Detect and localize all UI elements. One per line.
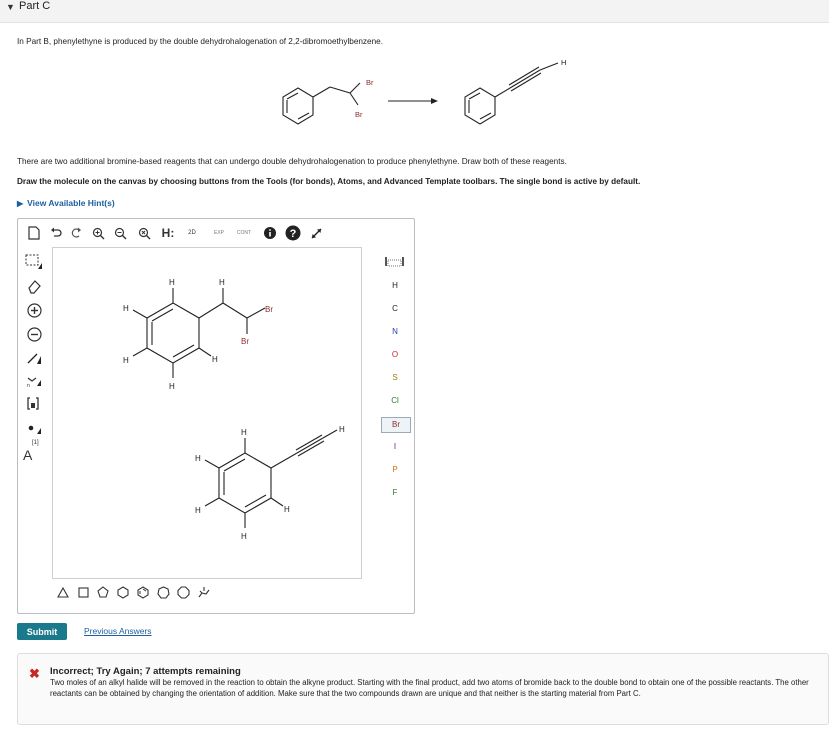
m2-h3: H [195, 454, 201, 463]
atom-button-f[interactable]: F [392, 488, 398, 497]
zoom-out-icon[interactable] [112, 225, 128, 241]
hint-label: View Available Hint(s) [27, 198, 115, 208]
bracket-tool-icon[interactable] [24, 395, 44, 413]
submit-button[interactable]: Submit [17, 623, 67, 640]
eraser-icon[interactable] [24, 277, 44, 295]
instruction-text: Draw the molecule on the canvas by choosing buttons from the Tools (for bonds), Atoms, and Advanced Template toolbars. The single bond is active by default. [17, 177, 641, 186]
m1-br1: Br [265, 305, 273, 314]
zoom-reset-icon[interactable] [136, 225, 152, 241]
atom-button-n[interactable]: N [392, 327, 398, 336]
benzene-icon[interactable] [136, 585, 150, 599]
atom-button-c[interactable]: C [392, 304, 398, 313]
periodic-table-icon[interactable] [383, 255, 407, 269]
chain-tool-icon[interactable] [24, 371, 44, 389]
atom-button-o[interactable]: O [391, 350, 399, 359]
h-toggle-button[interactable]: H: [161, 226, 175, 240]
expand-button[interactable]: EXP [213, 230, 224, 236]
twod-button[interactable] [182, 224, 202, 242]
reaction-scheme [270, 55, 590, 135]
radical-tool-icon[interactable] [24, 419, 44, 437]
negative-charge-icon[interactable] [24, 325, 44, 343]
m1-h1: H [169, 278, 175, 287]
drawn-molecule-2 [205, 430, 337, 528]
collapse-triangle-icon[interactable]: ▼ [6, 2, 15, 12]
template-toolbar [52, 581, 262, 605]
twod-label: 2D [188, 230, 196, 236]
cycloheptane-icon[interactable] [156, 585, 170, 599]
expand-triangle-icon: ▶ [17, 199, 24, 208]
zoom-in-icon[interactable] [90, 225, 106, 241]
text-tool-button[interactable] [20, 439, 46, 465]
feedback-text: Two moles of an alkyl halide will be removed in the reaction to obtain the alkyne product. Starting with the final product, add two atoms of bromide back to the double bond to obtain one of the possible reactants. The other reactants can be obtained by changing the orientation of addition. Make sure that the two compounds drawn are unique and that neither is the starting material from Part C. [50, 678, 809, 698]
left-toolbar [18, 245, 48, 585]
cyclooctane-icon[interactable] [176, 585, 190, 599]
drawn-molecule-1 [133, 288, 265, 378]
m2-h1: H [241, 428, 247, 437]
chair-template-icon[interactable] [196, 584, 212, 600]
help-icon[interactable] [284, 224, 302, 242]
cyclopropane-icon[interactable] [56, 585, 70, 599]
m1-h4: H [123, 356, 129, 365]
m1-br2: Br [241, 337, 249, 346]
canvas-drawing [53, 248, 361, 578]
m1-h2: H [219, 278, 225, 287]
m2-h4: H [195, 506, 201, 515]
atom-button-br[interactable]: Br [381, 417, 411, 433]
contract-button[interactable]: CONT [236, 230, 252, 236]
cyclohexane-icon[interactable] [116, 585, 130, 599]
redo-icon[interactable] [68, 225, 84, 241]
reactant-br-1: Br [366, 78, 374, 87]
view-hints-link[interactable] [17, 198, 115, 208]
reaction-arrowhead [431, 98, 438, 104]
previous-answers-link[interactable]: Previous Answers [84, 626, 152, 636]
new-document-icon[interactable] [26, 225, 42, 241]
selection-tool-icon[interactable] [24, 253, 44, 271]
top-toolbar [18, 219, 414, 245]
single-bond-icon[interactable] [24, 349, 44, 367]
m1-h3: H [123, 304, 129, 313]
undo-icon[interactable] [48, 225, 64, 241]
part-header[interactable] [0, 0, 829, 23]
part-title: Part C [19, 0, 51, 12]
error-x-icon: ✖ [29, 666, 40, 681]
atom-button-s[interactable]: S [392, 373, 398, 382]
m2-h6: H [284, 505, 290, 514]
positive-charge-icon[interactable] [24, 301, 44, 319]
info-icon[interactable] [262, 225, 278, 241]
feedback-title: Incorrect; Try Again; 7 attempts remaining [50, 666, 241, 677]
product-h: H [561, 58, 567, 67]
atom-button-p[interactable]: P [392, 465, 398, 474]
text-tool-label: A [23, 447, 33, 463]
atom-button-h[interactable]: H [392, 281, 398, 290]
m1-h5: H [169, 382, 175, 391]
charge-label: [1] [32, 440, 39, 446]
m1-h6: H [212, 355, 218, 364]
drawing-canvas[interactable] [52, 247, 362, 579]
svg-text:n: n [27, 383, 30, 388]
atom-button-cl[interactable]: Cl [391, 396, 399, 405]
atom-button-i[interactable]: I [393, 442, 397, 451]
question-text: There are two additional bromine-based reagents that can undergo double dehydrohalogenation to produce phenylethyne. Draw both of these reagents. [17, 157, 567, 166]
help-label: ? [289, 228, 297, 240]
intro-text: In Part B, phenylethyne is produced by the double dehydrohalogenation of 2,2-dibromoethylbenzene. [17, 37, 383, 46]
m2-h5: H [241, 532, 247, 541]
feedback-box [17, 653, 829, 725]
atom-toolbar [381, 251, 411, 541]
m2-h2: H [339, 425, 345, 434]
product-molecule [465, 63, 558, 124]
fullscreen-icon[interactable] [308, 225, 324, 241]
reactant-br-2: Br [355, 110, 363, 119]
molecule-editor [17, 218, 415, 614]
cyclobutane-icon[interactable] [76, 585, 90, 599]
cyclopentane-icon[interactable] [96, 585, 110, 599]
reactant-ring [283, 83, 360, 124]
